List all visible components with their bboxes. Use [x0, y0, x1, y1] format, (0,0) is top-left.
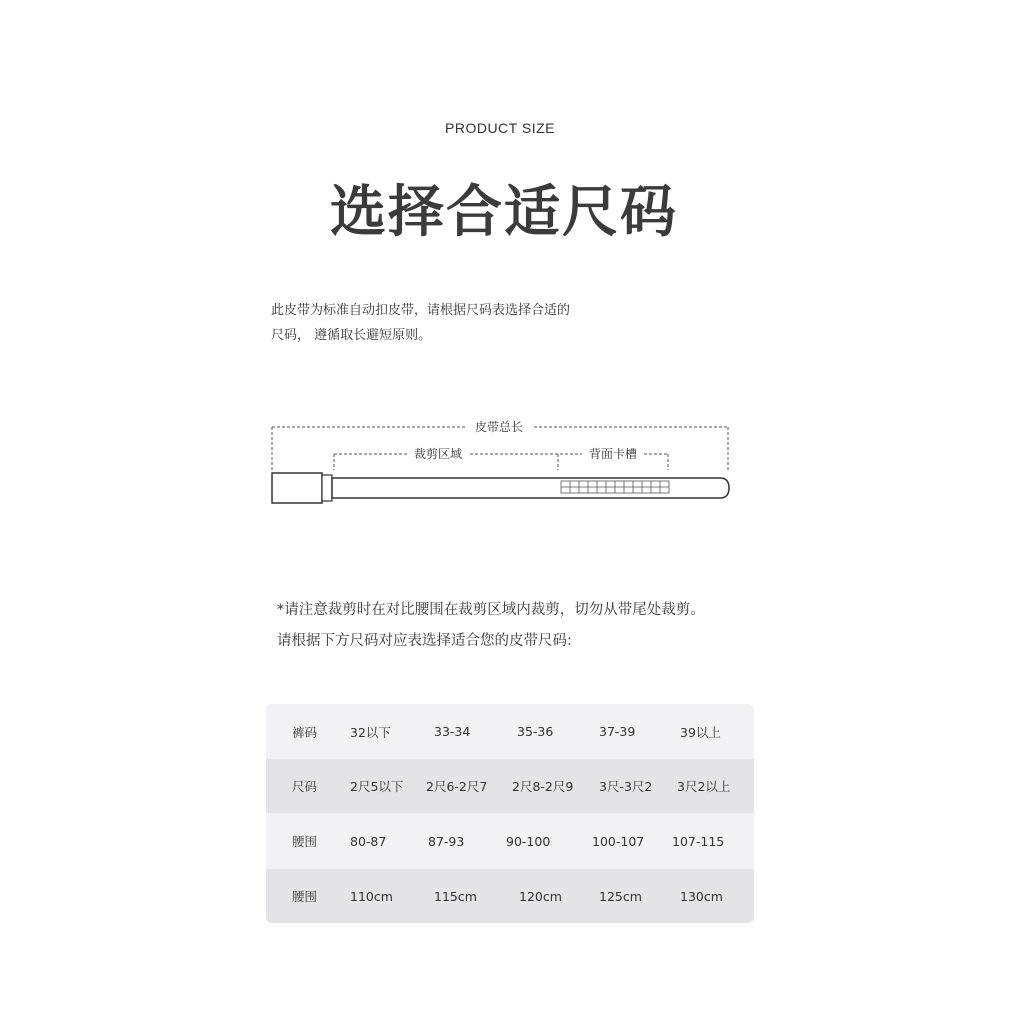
table-row — [266, 704, 754, 759]
table-cell: 33-34 — [434, 724, 471, 739]
cut-area-label: 裁剪区域 — [413, 447, 463, 461]
page-subtitle: PRODUCT SIZE — [445, 120, 555, 136]
table-row — [266, 759, 754, 813]
belt-diagram — [262, 412, 742, 512]
table-cell: 3尺-3尺2 — [599, 779, 653, 794]
table-cell: 115cm — [434, 888, 477, 904]
intro-line-1: 此皮带为标准自动扣皮带，请根据尺码表选择合适的 — [271, 303, 571, 318]
belt-strap — [332, 478, 729, 498]
table-cell: 80-87 — [350, 833, 387, 849]
table-cell: 90-100 — [506, 833, 551, 849]
table-cell: 125cm — [599, 888, 642, 904]
table-cell: 2尺5以下 — [350, 779, 404, 794]
table-cell: 32以下 — [350, 724, 391, 740]
back-slot-label: 背面卡槽 — [588, 447, 638, 461]
note-line-1: *请注意裁剪时在对比腰围在裁剪区域内裁剪，切勿从带尾处裁剪。 — [277, 602, 705, 618]
belt-diagram-svg — [262, 412, 742, 512]
table-cell: 110cm — [350, 888, 393, 904]
row-header: 腰围 — [292, 834, 318, 849]
row-header: 裤码 — [292, 724, 318, 740]
table-cell: 100-107 — [592, 833, 645, 849]
buckle-clip — [322, 475, 332, 501]
table-row — [266, 813, 754, 869]
table-cell: 120cm — [519, 888, 562, 904]
table-cell: 39以上 — [680, 724, 721, 740]
table-cell: 37-39 — [599, 724, 636, 739]
row-header: 腰围 — [292, 889, 318, 904]
total-length-label: 皮带总长 — [474, 420, 524, 434]
table-cell: 2尺6-2尺7 — [426, 779, 488, 794]
table-cell: 35-36 — [517, 724, 554, 739]
table-cell: 2尺8-2尺9 — [512, 779, 574, 794]
table-row — [266, 869, 754, 923]
note-line-2: 请根据下方尺码对应表选择适合您的皮带尺码: — [277, 633, 572, 649]
table-cell: 130cm — [680, 888, 723, 904]
buckle — [272, 473, 322, 503]
table-cell: 107-115 — [672, 833, 725, 849]
size-table — [266, 704, 754, 923]
row-header: 尺码 — [292, 779, 318, 794]
table-cell: 3尺2以上 — [677, 779, 731, 794]
intro-line-2: 尺码， 遵循取长避短原则。 — [271, 328, 432, 343]
table-cell: 87-93 — [428, 833, 465, 849]
page-title: 选择合适尺码 — [330, 180, 678, 245]
